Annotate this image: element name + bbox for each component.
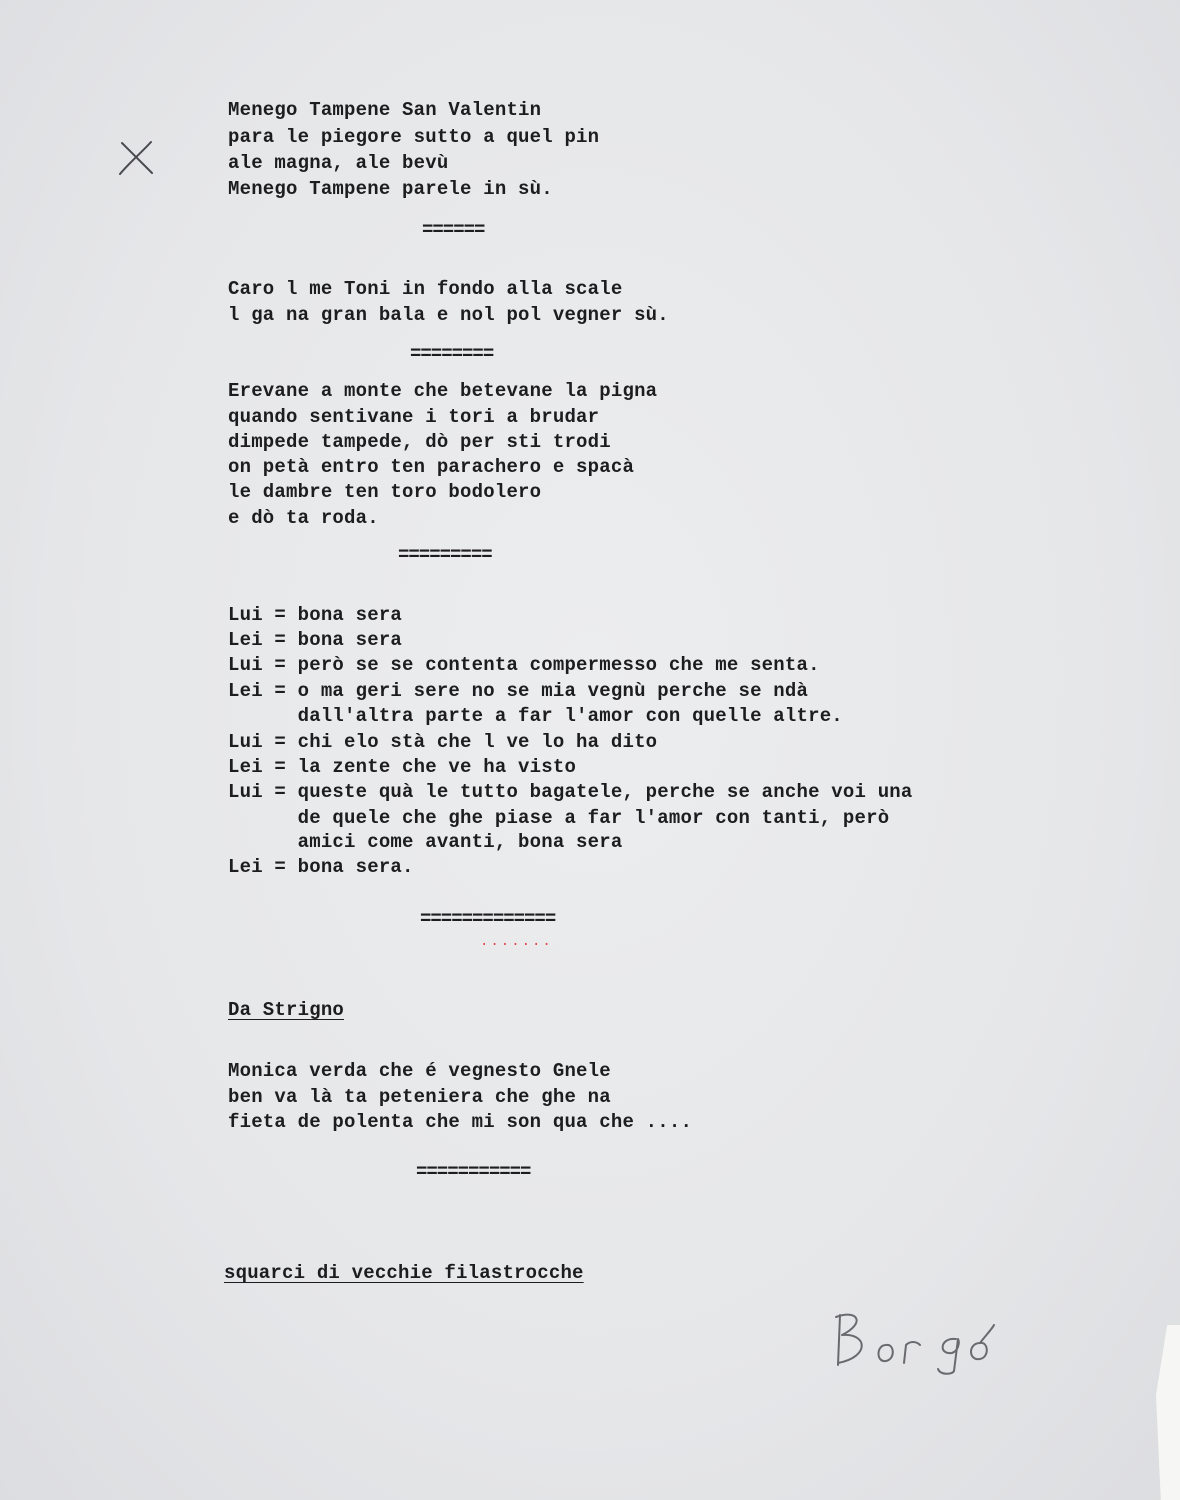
stanza2-line-1: Caro l me Toni in fondo alla scale	[228, 278, 623, 300]
stanza3-line-4: on petà entro ten parachero e spacà	[228, 456, 635, 478]
stanza1-line-1: Menego Tampene San Valentin	[228, 99, 542, 121]
stanza3-line-3: dimpede tampede, dò per sti trodi	[228, 431, 611, 453]
stanza1-line-2: para le piegore sutto a quel pin	[228, 126, 600, 148]
separator-2: ========	[410, 343, 494, 365]
stanza2-line-2: l ga na gran bala e nol pol vegner sù.	[228, 304, 669, 326]
strigno-line-2: ben va là ta peteniera che ghe na	[228, 1086, 611, 1108]
dialogue-line-8: Lui = queste quà le tutto bagatele, perche se anche voi una	[228, 781, 913, 803]
dialogue-line-1: Lui = bona sera	[228, 604, 403, 626]
dialogue-line-6: Lui = chi elo stà che l ve lo ha dito	[228, 731, 658, 753]
dialogue-line-5: dall'altra parte a far l'amor con quelle altre.	[228, 705, 843, 727]
strigno-line-1: Monica verda che é vegnesto Gnele	[228, 1060, 611, 1082]
stanza3-line-2: quando sentivane i tori a brudar	[228, 406, 600, 428]
stanza1-line-4: Menego Tampene parele in sù.	[228, 178, 553, 200]
separator-1: ======	[422, 219, 485, 241]
stanza3-line-1: Erevane a monte che betevane la pigna	[228, 380, 658, 402]
separator-4: =============	[420, 908, 556, 930]
stanza3-line-5: le dambre ten toro bodolero	[228, 481, 542, 503]
paper-tear	[1148, 1325, 1180, 1500]
separator-5: ===========	[416, 1161, 531, 1183]
stanza1-line-3: ale magna, ale bevù	[228, 152, 449, 174]
dialogue-line-10: amici come avanti, bona sera	[228, 831, 623, 853]
signature-borgo	[828, 1305, 998, 1375]
dialogue-line-7: Lei = la zente che ve ha visto	[228, 756, 577, 778]
strigno-heading: Da Strigno	[228, 999, 345, 1021]
dialogue-line-3: Lui = però se se contenta compermesso che me senta.	[228, 654, 820, 676]
dialogue-line-11: Lei = bona sera.	[228, 856, 414, 878]
dialogue-line-2: Lei = bona sera	[228, 629, 403, 651]
stanza3-line-6: e dò ta roda.	[228, 507, 379, 529]
margin-x-mark	[118, 140, 158, 176]
dialogue-line-9: de quele che ghe piase a far l'amor con tanti, però	[228, 807, 890, 829]
strigno-line-3: fieta de polenta che mi son qua che ....	[228, 1111, 693, 1133]
red-dot-marks: ·······	[480, 937, 553, 953]
filastrocche-heading: squarci di vecchie filastrocche	[224, 1262, 584, 1284]
separator-3: =========	[398, 544, 492, 566]
dialogue-line-4: Lei = o ma geri sere no se mia vegnù perche se ndà	[228, 680, 809, 702]
